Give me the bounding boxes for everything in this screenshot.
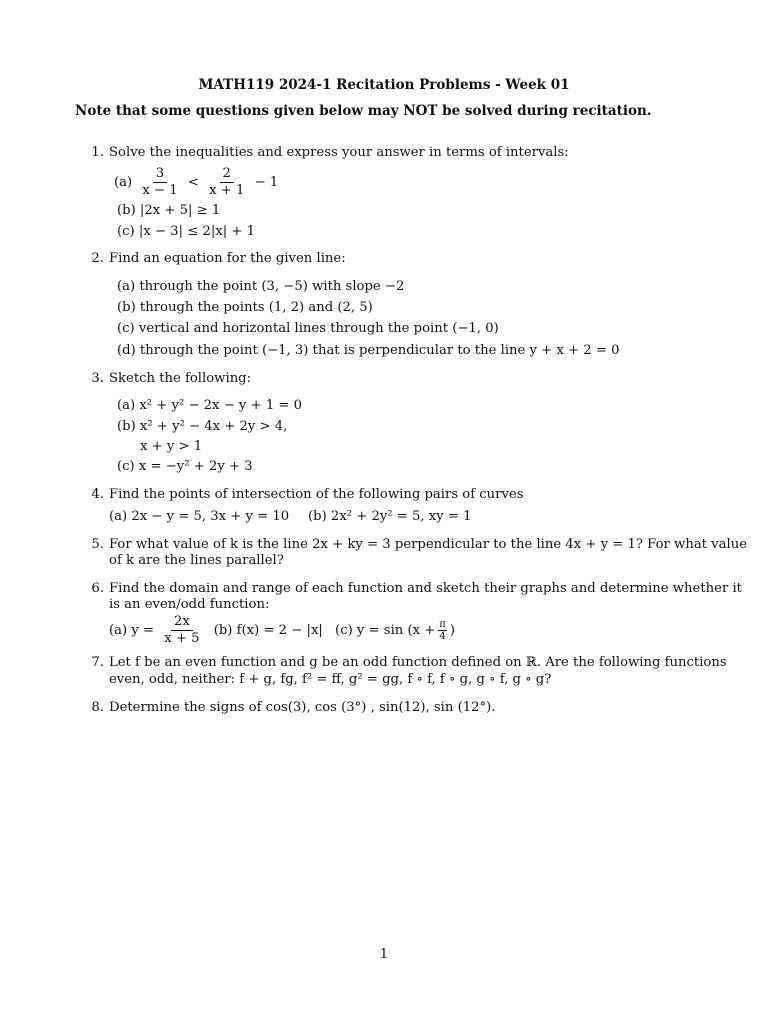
q6-line2: is an even/odd function: xyxy=(109,597,270,612)
note: Note that some questions given below may NOT be solved during recitation. xyxy=(75,103,652,119)
q2-a: (a) through the point (3, −5) with slope −2 xyxy=(117,279,405,294)
q1-c: (c) |x − 3| ≤ 2|x| + 1 xyxy=(117,224,255,239)
q2-text: Find an equation for the given line: xyxy=(109,251,346,266)
q3-text: Sketch the following: xyxy=(109,371,252,386)
q2-d: (d) through the point (−1, 3) that is perpendicular to the line y + x + 2 = 0 xyxy=(117,343,620,358)
q1-number: 1. xyxy=(91,145,104,160)
q1-a-lt: < xyxy=(187,175,199,190)
q6-c-denominator: 4 xyxy=(439,631,446,642)
q3-b-line2: x + y > 1 xyxy=(140,439,203,454)
q1-a-fraction-2 xyxy=(206,166,247,199)
q1-a-fraction-1 xyxy=(139,166,180,199)
q6-c-numerator: π xyxy=(439,619,446,630)
q7-line2: even, odd, neither: f + g, fg, f² = ff, g² = gg, f ∘ f, f ∘ g, g ∘ f, g ∘ g? xyxy=(109,672,552,687)
q6-parts xyxy=(109,614,455,647)
q1-text: Solve the inequalities and express your answer in terms of intervals: xyxy=(109,145,569,160)
q4-b: (b) 2x² + 2y² = 5, xy = 1 xyxy=(308,509,472,524)
q2-b: (b) through the points (1, 2) and (2, 5) xyxy=(117,300,373,315)
q5-line1: For what value of k is the line 2x + ky = 3 perpendicular to the line 4x + y = 1? For what value xyxy=(109,537,747,552)
page-title: MATH119 2024-1 Recitation Problems - Week 01 xyxy=(198,77,570,93)
q4-a: (a) 2x − y = 5, 3x + y = 10 xyxy=(109,509,290,524)
q6-a-fraction xyxy=(161,614,202,647)
page-number: 1 xyxy=(379,947,389,962)
q6-b: (b) f(x) = 2 − |x| xyxy=(213,623,323,638)
q7-number: 7. xyxy=(91,655,104,670)
q6-c-fraction xyxy=(438,619,447,642)
q6-number: 6. xyxy=(91,581,104,596)
q3-number: 3. xyxy=(91,371,104,386)
q1-a-frac1-numerator: 3 xyxy=(153,166,167,183)
q1-a-tail: − 1 xyxy=(254,175,279,190)
q2-c: (c) vertical and horizontal lines through the point (−1, 0) xyxy=(117,321,499,336)
q6-c-suffix: ) xyxy=(449,623,456,638)
q4-text: Find the points of intersection of the following pairs of curves xyxy=(109,487,524,502)
q6-a-numerator: 2x xyxy=(171,614,193,631)
q1-b: (b) |2x + 5| ≥ 1 xyxy=(117,203,221,218)
q3-a: (a) x² + y² − 2x − y + 1 = 0 xyxy=(117,398,303,413)
q1-a-frac2-numerator: 2 xyxy=(220,166,234,183)
q5-line2: of k are the lines parallel? xyxy=(109,553,284,568)
q6-line1: Find the domain and range of each function and sketch their graphs and determine whether it xyxy=(109,581,742,596)
q6-a-denominator: x + 5 xyxy=(164,631,200,646)
q3-c: (c) x = −y² + 2y + 3 xyxy=(117,459,253,474)
q4-number: 4. xyxy=(91,487,104,502)
q2-number: 2. xyxy=(91,251,104,266)
q3-b-line1: (b) x² + y² − 4x + 2y > 4, xyxy=(117,419,288,434)
q8-text: Determine the signs of cos(3), cos (3°) , sin(12), sin (12°). xyxy=(109,700,496,715)
q7-line1: Let f be an even function and g be an odd function defined on ℝ. Are the following functions xyxy=(109,655,727,670)
q6-a-prefix: (a) y = xyxy=(109,623,155,638)
q1-a-frac1-denominator: x − 1 xyxy=(142,183,178,198)
q1-a-label: (a) xyxy=(114,175,133,190)
q8-number: 8. xyxy=(91,700,104,715)
q1-a xyxy=(114,166,278,199)
q5-number: 5. xyxy=(91,537,104,552)
q1-a-frac2-denominator: x + 1 xyxy=(209,183,245,198)
q6-c-prefix: (c) y = sin (x + xyxy=(335,623,436,638)
